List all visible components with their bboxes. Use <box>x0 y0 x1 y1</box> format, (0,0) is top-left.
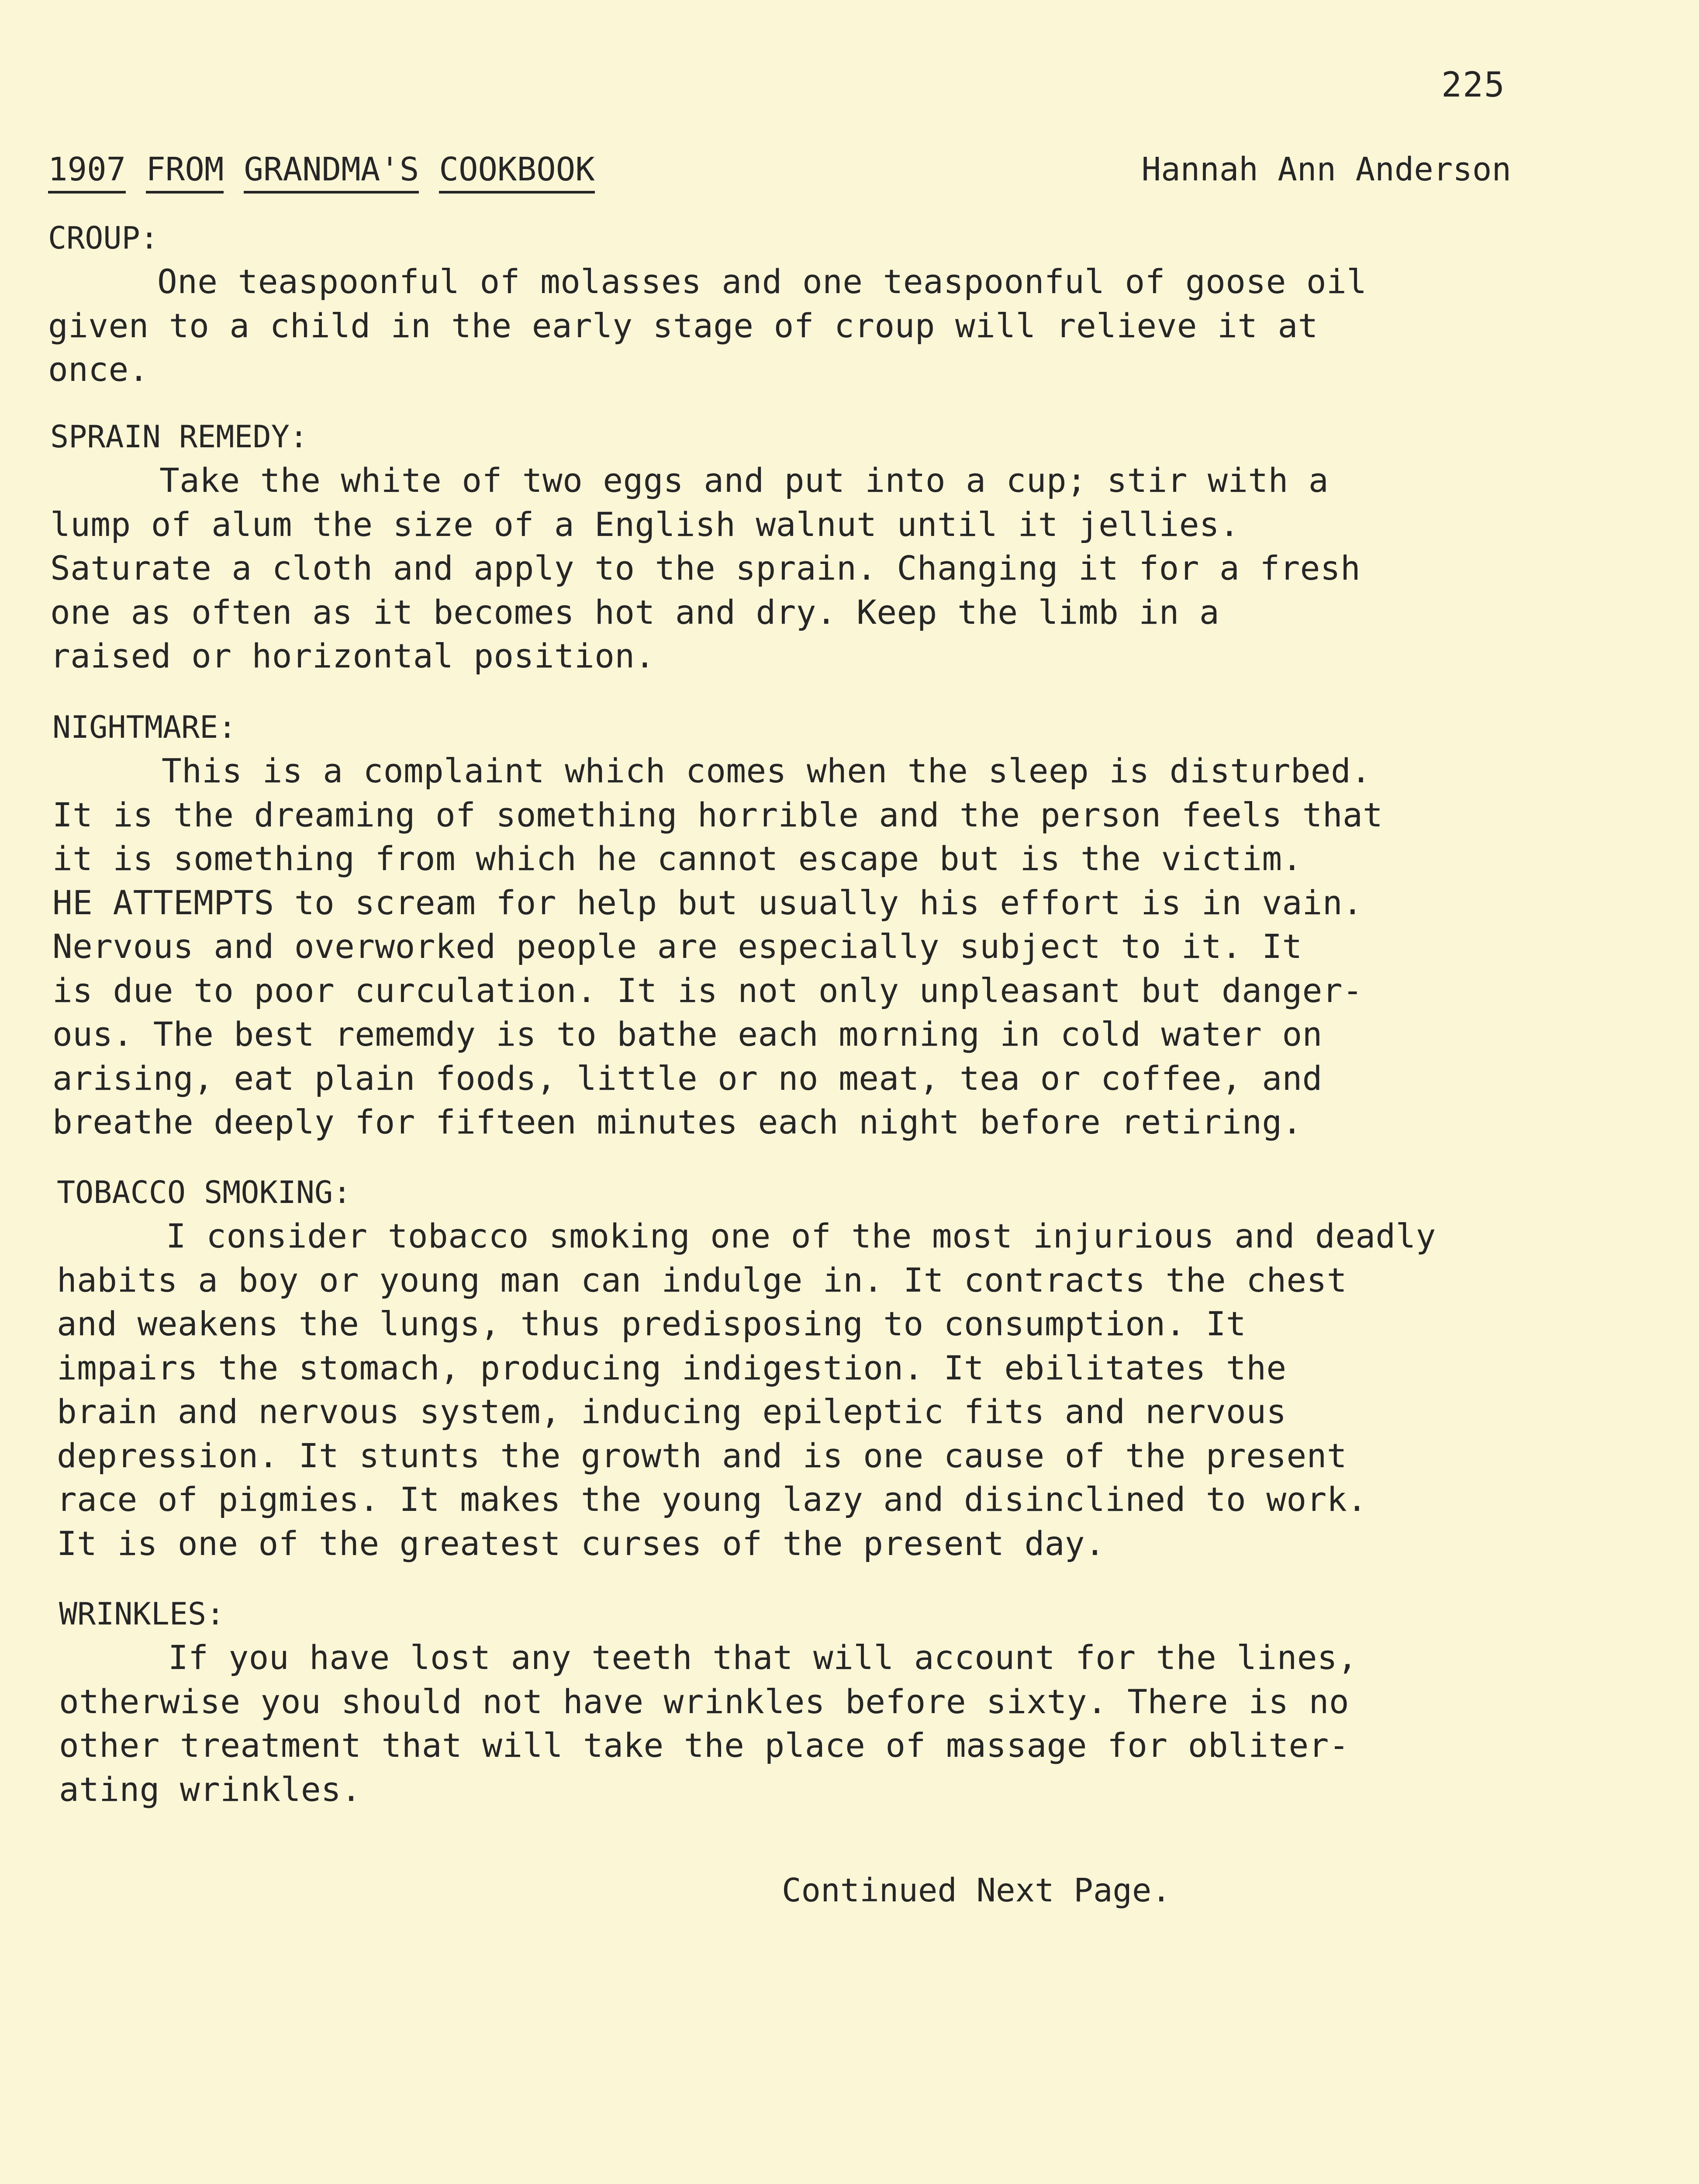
text-line: ous. The best rememdy is to bathe each morning in cold water on <box>52 1015 1323 1054</box>
text-line: I consider tobacco smoking one of the most injurious and deadly <box>166 1216 1436 1255</box>
text-line: lump of alum the size of a English walnut until it jellies. <box>50 505 1240 544</box>
text-line: HE ATTEMPTS to scream for help but usually his effort is in vain. <box>52 883 1363 922</box>
text-line: race of pigmies. It makes the young lazy and disinclined to work. <box>57 1480 1367 1519</box>
section-sprain-remedy <box>50 415 1361 678</box>
text-line: one as often as it becomes hot and dry. Keep the limb in a <box>50 592 1220 632</box>
section-wrinkles <box>59 1592 1357 1811</box>
header-title-word: GRANDMA'S <box>244 151 419 194</box>
section-heading: CROUP: <box>48 220 159 256</box>
text-line: once. <box>48 350 149 389</box>
text-line: and weakens the lungs, thus predisposing to consumption. It <box>57 1304 1247 1343</box>
text-line: brain and nervous system, inducing epileptic fits and nervous <box>57 1392 1287 1431</box>
text-line: it is something from which he cannot escape but is the victim. <box>52 839 1302 878</box>
header-title-word: COOKBOOK <box>439 151 594 194</box>
page-header <box>48 151 1511 194</box>
page-number: 225 <box>1441 66 1506 105</box>
section-body <box>50 459 1361 678</box>
text-line: depression. It stunts the growth and is one cause of the present <box>57 1436 1347 1475</box>
text-line: is due to poor curculation. It is not only unpleasant but danger- <box>52 971 1363 1010</box>
text-line: One teaspoonful of molasses and one teaspoonful of goose oil <box>157 262 1367 301</box>
section-body <box>52 749 1383 1144</box>
text-line: otherwise you should not have wrinkles before sixty. There is no <box>59 1682 1349 1721</box>
text-line: arising, eat plain foods, little or no meat, tea or coffee, and <box>52 1058 1323 1098</box>
text-line: impairs the stomach, producing indigestion. It ebilitates the <box>57 1348 1287 1387</box>
section-heading: NIGHTMARE: <box>52 709 237 745</box>
section-croup <box>48 216 1367 392</box>
header-title-word: FROM <box>146 151 224 194</box>
text-line: other treatment that will take the place of massage for obliter- <box>59 1726 1349 1765</box>
continued-note: Continued Next Page. <box>782 1872 1171 1909</box>
section-heading: WRINKLES: <box>59 1596 225 1632</box>
text-line: given to a child in the early stage of croup will relieve it at <box>48 306 1318 345</box>
section-body <box>59 1636 1357 1811</box>
text-line: Take the white of two eggs and put into a cup; stir with a <box>159 461 1329 500</box>
text-line: Saturate a cloth and apply to the sprain. Changing it for a fresh <box>50 549 1361 587</box>
text-line: This is a complaint which comes when the sleep is disturbed. <box>162 751 1371 790</box>
text-line: It is one of the greatest curses of the present day. <box>57 1524 1105 1563</box>
header-author: Hannah Ann Anderson <box>1141 151 1511 188</box>
text-line: Nervous and overworked people are especially subject to it. It <box>52 927 1302 966</box>
section-tobacco-smoking <box>57 1171 1436 1565</box>
text-line: ating wrinkles. <box>59 1769 362 1809</box>
section-heading: TOBACCO SMOKING: <box>57 1175 352 1210</box>
section-nightmare <box>52 705 1383 1144</box>
section-body <box>48 260 1367 392</box>
header-title-word: 1907 <box>48 151 126 194</box>
text-line: If you have lost any teeth that will account for the lines, <box>168 1638 1358 1677</box>
text-line: It is the dreaming of something horrible and the person feels that <box>52 795 1383 834</box>
text-line: breathe deeply for fifteen minutes each night before retiring. <box>52 1102 1302 1141</box>
text-line: raised or horizontal position. <box>50 636 655 675</box>
section-heading: SPRAIN REMEDY: <box>50 419 308 455</box>
section-body <box>57 1214 1436 1565</box>
text-line: habits a boy or young man can indulge in. It contracts the chest <box>57 1260 1347 1299</box>
